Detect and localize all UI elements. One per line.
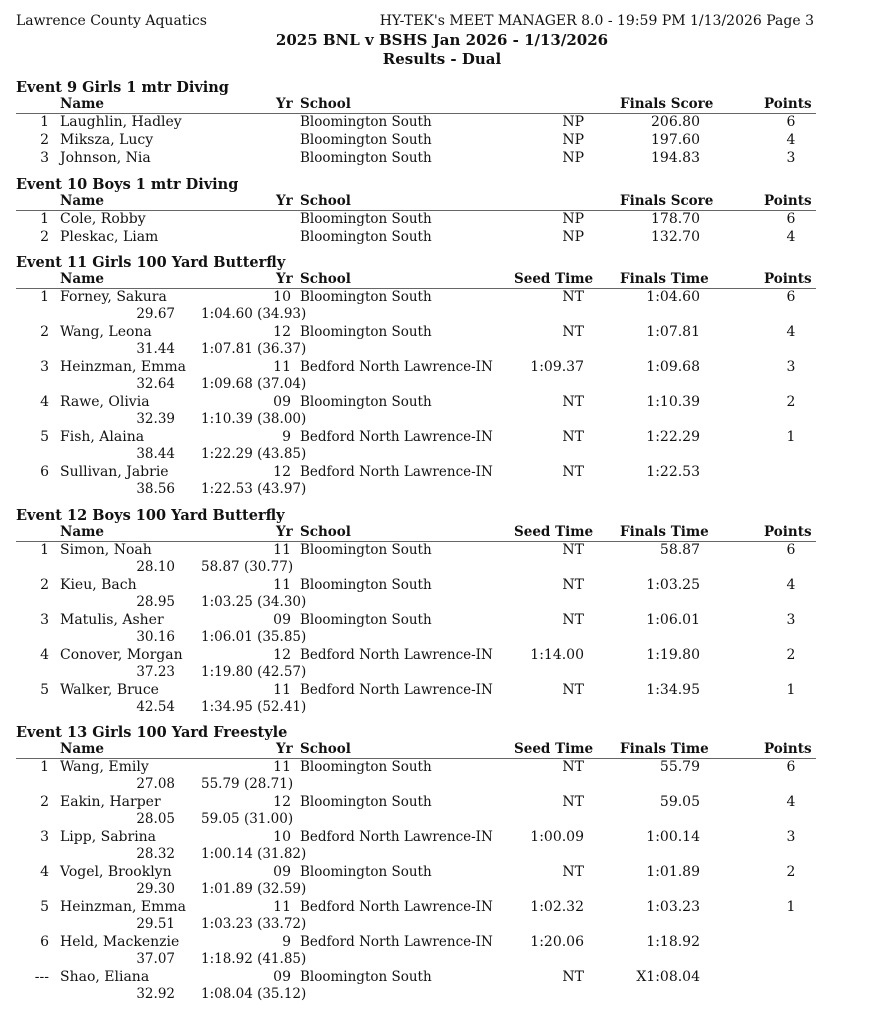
result-school: Bloomington South xyxy=(300,969,432,985)
split-row xyxy=(0,699,870,716)
result-school: Bloomington South xyxy=(300,759,432,775)
column-header-yr: Yr xyxy=(276,193,293,209)
result-school: Bedford North Lawrence-IN xyxy=(300,359,493,375)
result-school: Bedford North Lawrence-IN xyxy=(300,829,493,845)
result-seed: 1:20.06 xyxy=(530,934,584,950)
column-header-yr: Yr xyxy=(276,271,293,287)
result-place: 3 xyxy=(40,829,49,845)
result-yr: 12 xyxy=(273,794,291,810)
result-row xyxy=(0,323,870,341)
column-header-yr: Yr xyxy=(276,524,293,540)
result-name: Matulis, Asher xyxy=(60,612,164,628)
result-final: 206.80 xyxy=(651,114,700,130)
column-header-school: School xyxy=(300,193,351,209)
result-row xyxy=(0,228,870,246)
split-row xyxy=(0,559,870,576)
result-final: 1:00.14 xyxy=(646,829,700,845)
result-yr: 11 xyxy=(273,759,291,775)
result-points: 6 xyxy=(786,211,796,227)
result-points: 1 xyxy=(786,429,796,445)
results-list xyxy=(0,541,870,716)
result-school: Bloomington South xyxy=(300,114,432,130)
result-school: Bloomington South xyxy=(300,229,432,245)
result-yr: 9 xyxy=(282,429,291,445)
result-name: Heinzman, Emma xyxy=(60,899,187,915)
split-time: 1:08.04 (35.12) xyxy=(201,986,307,1002)
split-row xyxy=(0,986,870,1003)
result-name: Walker, Bruce xyxy=(60,682,159,698)
column-header-name: Name xyxy=(60,741,104,757)
result-row xyxy=(0,828,870,846)
result-points: 6 xyxy=(786,542,796,558)
column-header-seed: Seed Time xyxy=(514,271,594,287)
split-row xyxy=(0,951,870,968)
result-points: 4 xyxy=(786,132,796,148)
software-timestamp-page: HY-TEK's MEET MANAGER 8.0 - 19:59 PM 1/13/2026 Page 3 xyxy=(379,13,814,29)
column-header-final: Finals Score xyxy=(620,96,714,112)
result-final: 194.83 xyxy=(651,150,700,166)
result-place: 6 xyxy=(40,934,49,950)
split-time: 1:18.92 (41.85) xyxy=(201,951,307,967)
result-name: Cole, Robby xyxy=(60,211,146,227)
column-header-row xyxy=(16,96,816,114)
split-time: 1:06.01 (35.85) xyxy=(201,629,307,645)
split-time: 1:04.60 (34.93) xyxy=(201,306,307,322)
result-seed: NT xyxy=(562,682,584,698)
result-name: Sullivan, Jabrie xyxy=(60,464,169,480)
result-name: Forney, Sakura xyxy=(60,289,167,305)
result-seed: NT xyxy=(562,324,584,340)
column-header-yr: Yr xyxy=(276,741,293,757)
result-final: 1:07.81 xyxy=(646,324,700,340)
split-row xyxy=(0,594,870,611)
column-header-name: Name xyxy=(60,193,104,209)
split-time: 37.07 xyxy=(136,951,175,967)
result-school: Bloomington South xyxy=(300,132,432,148)
column-header-school: School xyxy=(300,741,351,757)
result-place: 4 xyxy=(40,647,49,663)
result-school: Bloomington South xyxy=(300,150,432,166)
split-time: 28.32 xyxy=(136,846,175,862)
results-list xyxy=(0,288,870,498)
result-name: Rawe, Olivia xyxy=(60,394,150,410)
split-time: 30.16 xyxy=(136,629,175,645)
result-final: 1:22.53 xyxy=(646,464,700,480)
split-time: 37.23 xyxy=(136,664,175,680)
result-final: 1:34.95 xyxy=(646,682,700,698)
result-yr: 12 xyxy=(273,464,291,480)
result-points: 1 xyxy=(786,899,796,915)
column-header-school: School xyxy=(300,96,351,112)
column-header-points: Points xyxy=(764,193,812,209)
result-name: Eakin, Harper xyxy=(60,794,161,810)
split-time: 1:10.39 (38.00) xyxy=(201,411,307,427)
event-title: Event 10 Boys 1 mtr Diving xyxy=(16,176,239,193)
split-row xyxy=(0,881,870,898)
result-school: Bloomington South xyxy=(300,794,432,810)
result-school: Bedford North Lawrence-IN xyxy=(300,647,493,663)
result-row xyxy=(0,793,870,811)
result-school: Bedford North Lawrence-IN xyxy=(300,429,493,445)
result-row xyxy=(0,210,870,228)
result-name: Conover, Morgan xyxy=(60,647,183,663)
result-place: --- xyxy=(34,969,49,985)
event-title: Event 11 Girls 100 Yard Butterfly xyxy=(16,254,286,271)
result-seed: NT xyxy=(562,577,584,593)
result-yr: 09 xyxy=(273,394,291,410)
result-row xyxy=(0,131,870,149)
result-name: Wang, Leona xyxy=(60,324,152,340)
result-yr: 11 xyxy=(273,542,291,558)
result-yr: 10 xyxy=(273,289,291,305)
column-header-points: Points xyxy=(764,271,812,287)
result-seed: NT xyxy=(562,542,584,558)
result-points: 4 xyxy=(786,577,796,593)
result-seed: NT xyxy=(562,612,584,628)
result-place: 3 xyxy=(40,612,49,628)
result-seed: NT xyxy=(562,464,584,480)
result-final: 1:03.25 xyxy=(646,577,700,593)
column-header-final: Finals Time xyxy=(620,741,709,757)
result-final: 178.70 xyxy=(651,211,700,227)
result-seed: NT xyxy=(562,794,584,810)
split-row xyxy=(0,446,870,463)
result-name: Pleskac, Liam xyxy=(60,229,159,245)
result-school: Bedford North Lawrence-IN xyxy=(300,899,493,915)
result-yr: 11 xyxy=(273,577,291,593)
event-title: Event 13 Girls 100 Yard Freestyle xyxy=(16,724,288,741)
results-subtitle: Results - Dual xyxy=(382,50,502,68)
result-name: Heinzman, Emma xyxy=(60,359,187,375)
split-time: 1:19.80 (42.57) xyxy=(201,664,307,680)
result-place: 1 xyxy=(40,289,49,305)
split-time: 1:03.23 (33.72) xyxy=(201,916,307,932)
split-time: 27.08 xyxy=(136,776,175,792)
split-row xyxy=(0,811,870,828)
result-place: 6 xyxy=(40,464,49,480)
result-name: Johnson, Nia xyxy=(60,150,151,166)
split-row xyxy=(0,411,870,428)
split-time: 1:03.25 (34.30) xyxy=(201,594,307,610)
result-points: 2 xyxy=(786,647,796,663)
column-header-name: Name xyxy=(60,524,104,540)
result-place: 1 xyxy=(40,759,49,775)
result-name: Held, Mackenzie xyxy=(60,934,180,950)
result-points: 3 xyxy=(786,829,796,845)
result-name: Miksza, Lucy xyxy=(60,132,154,148)
result-place: 2 xyxy=(40,577,49,593)
result-yr: 10 xyxy=(273,829,291,845)
results-list xyxy=(0,758,870,1003)
result-yr: 12 xyxy=(273,647,291,663)
split-time: 32.92 xyxy=(136,986,175,1002)
result-place: 4 xyxy=(40,394,49,410)
result-place: 2 xyxy=(40,324,49,340)
split-time: 1:00.14 (31.82) xyxy=(201,846,307,862)
split-time: 1:22.29 (43.85) xyxy=(201,446,307,462)
split-row xyxy=(0,846,870,863)
result-final: 1:06.01 xyxy=(646,612,700,628)
result-row xyxy=(0,863,870,881)
result-place: 2 xyxy=(40,794,49,810)
column-header-school: School xyxy=(300,271,351,287)
event-title: Event 12 Boys 100 Yard Butterfly xyxy=(16,507,285,524)
result-place: 5 xyxy=(40,682,49,698)
split-row xyxy=(0,664,870,681)
result-place: 2 xyxy=(40,132,49,148)
result-place: 2 xyxy=(40,229,49,245)
result-name: Shao, Eliana xyxy=(60,969,150,985)
split-time: 32.39 xyxy=(136,411,175,427)
result-points: 4 xyxy=(786,794,796,810)
split-time: 1:34.95 (52.41) xyxy=(201,699,307,715)
result-school: Bloomington South xyxy=(300,612,432,628)
result-points: 6 xyxy=(786,289,796,305)
result-school: Bloomington South xyxy=(300,542,432,558)
result-school: Bloomington South xyxy=(300,394,432,410)
result-place: 5 xyxy=(40,899,49,915)
column-header-row xyxy=(16,741,816,759)
column-header-row xyxy=(16,271,816,289)
split-row xyxy=(0,376,870,393)
result-final: X1:08.04 xyxy=(636,969,700,985)
split-time: 38.44 xyxy=(136,446,175,462)
result-school: Bloomington South xyxy=(300,577,432,593)
result-seed: 1:09.37 xyxy=(530,359,584,375)
result-row xyxy=(0,933,870,951)
split-row xyxy=(0,306,870,323)
result-name: Vogel, Brooklyn xyxy=(60,864,172,880)
result-yr: 11 xyxy=(273,359,291,375)
split-time: 1:09.68 (37.04) xyxy=(201,376,307,392)
result-points: 3 xyxy=(786,359,796,375)
column-header-name: Name xyxy=(60,271,104,287)
result-seed: NP xyxy=(562,229,584,245)
split-row xyxy=(0,341,870,358)
split-time: 58.87 (30.77) xyxy=(201,559,294,575)
result-yr: 09 xyxy=(273,969,291,985)
result-points: 4 xyxy=(786,324,796,340)
result-points: 6 xyxy=(786,114,796,130)
column-header-final: Finals Time xyxy=(620,271,709,287)
result-school: Bedford North Lawrence-IN xyxy=(300,464,493,480)
result-place: 3 xyxy=(40,359,49,375)
result-yr: 11 xyxy=(273,899,291,915)
split-time: 28.95 xyxy=(136,594,175,610)
split-row xyxy=(0,481,870,498)
split-time: 29.67 xyxy=(136,306,175,322)
column-header-final: Finals Score xyxy=(620,193,714,209)
result-seed: NT xyxy=(562,394,584,410)
result-school: Bedford North Lawrence-IN xyxy=(300,934,493,950)
column-header-name: Name xyxy=(60,96,104,112)
split-time: 59.05 (31.00) xyxy=(201,811,294,827)
result-seed: 1:00.09 xyxy=(530,829,584,845)
split-time: 1:07.81 (36.37) xyxy=(201,341,307,357)
column-header-seed: Seed Time xyxy=(514,741,594,757)
column-header-points: Points xyxy=(764,524,812,540)
result-place: 5 xyxy=(40,429,49,445)
result-row xyxy=(0,646,870,664)
result-points: 2 xyxy=(786,864,796,880)
result-school: Bloomington South xyxy=(300,324,432,340)
split-time: 32.64 xyxy=(136,376,175,392)
split-row xyxy=(0,916,870,933)
result-final: 1:22.29 xyxy=(646,429,700,445)
result-row xyxy=(0,968,870,986)
result-final: 1:19.80 xyxy=(646,647,700,663)
column-header-school: School xyxy=(300,524,351,540)
result-row xyxy=(0,358,870,376)
column-header-points: Points xyxy=(764,741,812,757)
split-row xyxy=(0,776,870,793)
result-points: 1 xyxy=(786,682,796,698)
result-yr: 11 xyxy=(273,682,291,698)
result-name: Kieu, Bach xyxy=(60,577,137,593)
result-points: 6 xyxy=(786,759,796,775)
results-list xyxy=(0,113,870,167)
column-header-yr: Yr xyxy=(276,96,293,112)
result-row xyxy=(0,463,870,481)
split-time: 1:22.53 (43.97) xyxy=(201,481,307,497)
result-row xyxy=(0,681,870,699)
result-row xyxy=(0,288,870,306)
result-final: 55.79 xyxy=(659,759,700,775)
result-name: Wang, Emily xyxy=(60,759,149,775)
split-time: 42.54 xyxy=(136,699,175,715)
result-seed: NP xyxy=(562,211,584,227)
result-row xyxy=(0,758,870,776)
result-yr: 09 xyxy=(273,612,291,628)
split-time: 31.44 xyxy=(136,341,175,357)
result-final: 132.70 xyxy=(651,229,700,245)
organization-name: Lawrence County Aquatics xyxy=(16,13,207,29)
result-row xyxy=(0,541,870,559)
column-header-final: Finals Time xyxy=(620,524,709,540)
result-final: 1:10.39 xyxy=(646,394,700,410)
result-final: 197.60 xyxy=(651,132,700,148)
result-yr: 9 xyxy=(282,934,291,950)
result-row xyxy=(0,113,870,131)
result-points: 2 xyxy=(786,394,796,410)
result-final: 1:03.23 xyxy=(646,899,700,915)
result-row xyxy=(0,393,870,411)
result-points: 4 xyxy=(786,229,796,245)
result-row xyxy=(0,576,870,594)
result-seed: 1:14.00 xyxy=(530,647,584,663)
result-final: 1:09.68 xyxy=(646,359,700,375)
result-seed: NP xyxy=(562,114,584,130)
result-final: 58.87 xyxy=(659,542,700,558)
result-seed: NT xyxy=(562,759,584,775)
meet-title: 2025 BNL v BSHS Jan 2026 - 1/13/2026 xyxy=(275,31,609,49)
results-list xyxy=(0,210,870,246)
result-name: Fish, Alaina xyxy=(60,429,145,445)
result-points: 3 xyxy=(786,150,796,166)
result-place: 3 xyxy=(40,150,49,166)
result-name: Laughlin, Hadley xyxy=(60,114,182,130)
split-time: 55.79 (28.71) xyxy=(201,776,294,792)
result-final: 1:04.60 xyxy=(646,289,700,305)
split-time: 29.30 xyxy=(136,881,175,897)
column-header-points: Points xyxy=(764,96,812,112)
result-place: 1 xyxy=(40,211,49,227)
result-row xyxy=(0,149,870,167)
result-seed: NP xyxy=(562,150,584,166)
result-place: 1 xyxy=(40,114,49,130)
result-seed: NT xyxy=(562,289,584,305)
result-yr: 12 xyxy=(273,324,291,340)
split-row xyxy=(0,629,870,646)
result-row xyxy=(0,611,870,629)
result-place: 1 xyxy=(40,542,49,558)
split-time: 38.56 xyxy=(136,481,175,497)
result-school: Bedford North Lawrence-IN xyxy=(300,682,493,698)
event-title: Event 9 Girls 1 mtr Diving xyxy=(16,79,229,96)
column-header-row xyxy=(16,193,816,211)
column-header-row xyxy=(16,524,816,542)
result-school: Bloomington South xyxy=(300,864,432,880)
split-time: 1:01.89 (32.59) xyxy=(201,881,307,897)
result-final: 1:01.89 xyxy=(646,864,700,880)
result-name: Simon, Noah xyxy=(60,542,152,558)
result-points: 3 xyxy=(786,612,796,628)
result-seed: NT xyxy=(562,864,584,880)
split-time: 28.10 xyxy=(136,559,175,575)
split-time: 29.51 xyxy=(136,916,175,932)
result-seed: NT xyxy=(562,969,584,985)
result-seed: NP xyxy=(562,132,584,148)
result-school: Bloomington South xyxy=(300,289,432,305)
result-final: 59.05 xyxy=(659,794,700,810)
result-yr: 09 xyxy=(273,864,291,880)
result-place: 4 xyxy=(40,864,49,880)
result-final: 1:18.92 xyxy=(646,934,700,950)
result-row xyxy=(0,898,870,916)
split-time: 28.05 xyxy=(136,811,175,827)
result-row xyxy=(0,428,870,446)
result-school: Bloomington South xyxy=(300,211,432,227)
result-seed: 1:02.32 xyxy=(530,899,584,915)
column-header-seed: Seed Time xyxy=(514,524,594,540)
result-name: Lipp, Sabrina xyxy=(60,829,157,845)
result-seed: NT xyxy=(562,429,584,445)
